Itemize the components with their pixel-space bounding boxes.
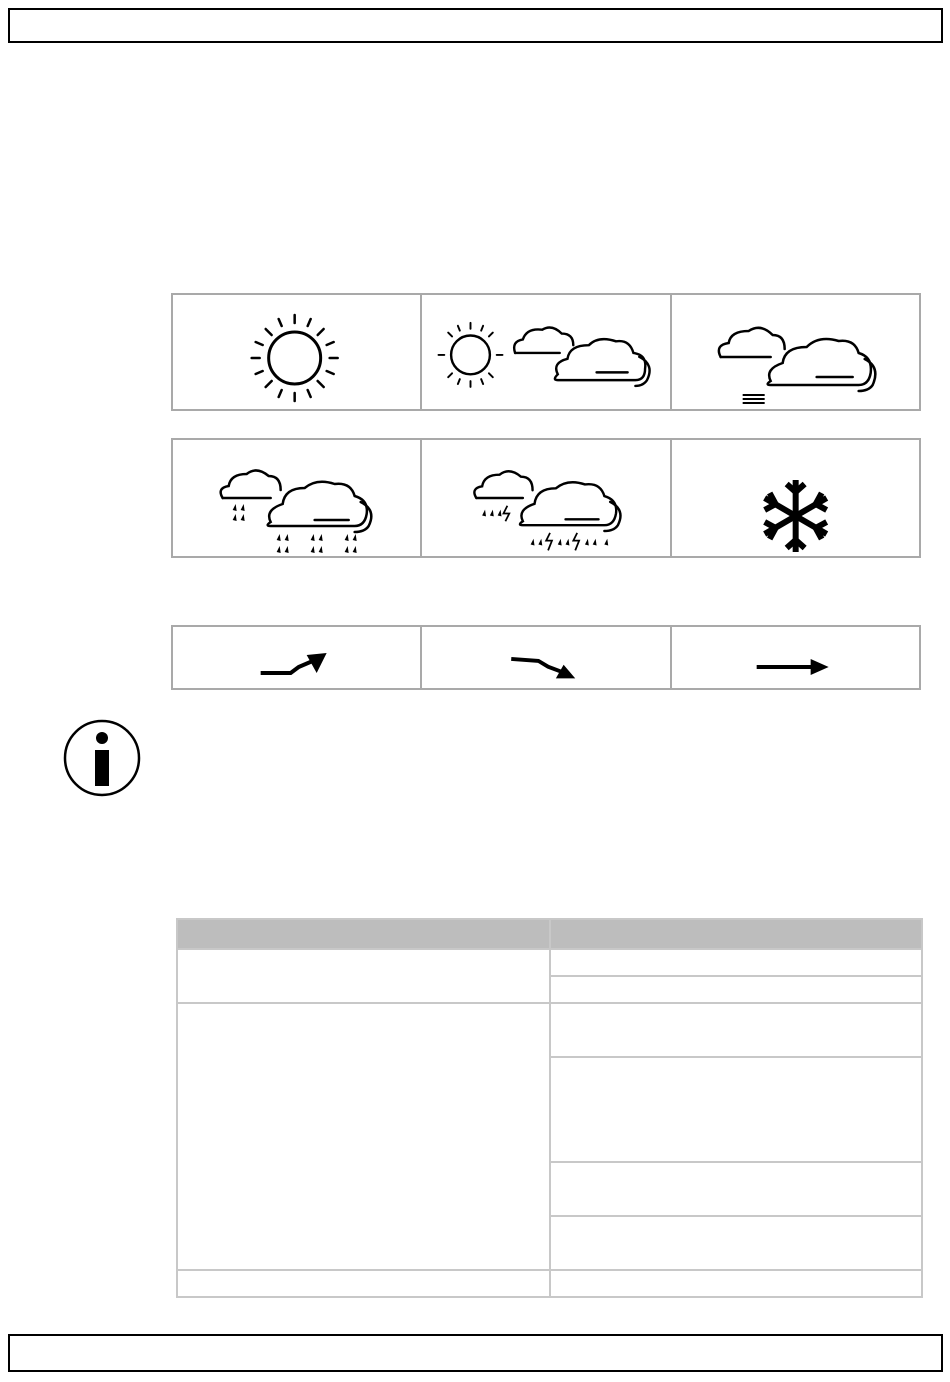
trend-rising-cell [173,627,422,688]
snow-icon [672,440,919,556]
trend-icons-row [171,625,921,690]
table-cell [177,1003,550,1270]
stormy-cell [422,440,671,556]
table-cell [177,1270,550,1297]
table-cell [177,949,550,1003]
header-bar [8,8,943,43]
info-icon [62,718,142,798]
table-header-cell [550,919,922,949]
table-cell [550,1270,922,1297]
trend-steady-cell [672,627,919,688]
table-cell [550,976,922,1003]
table-header-row [177,919,922,949]
cloudy-icon [672,295,919,409]
table-cell [550,1216,922,1270]
forecast-icons-row-2 [171,438,921,558]
stormy-icon [422,440,669,556]
table-row [177,1003,922,1057]
trend-falling-icon [422,627,669,688]
table-header-cell [177,919,550,949]
partly-cloudy-cell [422,295,671,409]
rainy-cell [173,440,422,556]
partly-cloudy-icon [422,295,669,409]
sunny-cell [173,295,422,409]
forecast-icons-row-1 [171,293,921,411]
trend-rising-icon [173,627,420,688]
rainy-icon [173,440,420,556]
table-cell [550,949,922,976]
cloudy-cell [672,295,919,409]
trend-falling-cell [422,627,671,688]
table-cell [550,1162,922,1216]
snow-cell [672,440,919,556]
spec-table [176,918,923,1298]
sunny-icon [173,295,420,409]
footer-bar [8,1334,943,1372]
table-row [177,949,922,976]
table-cell [550,1003,922,1057]
trend-steady-icon [672,627,919,688]
table-cell [550,1057,922,1162]
table-row [177,1270,922,1297]
